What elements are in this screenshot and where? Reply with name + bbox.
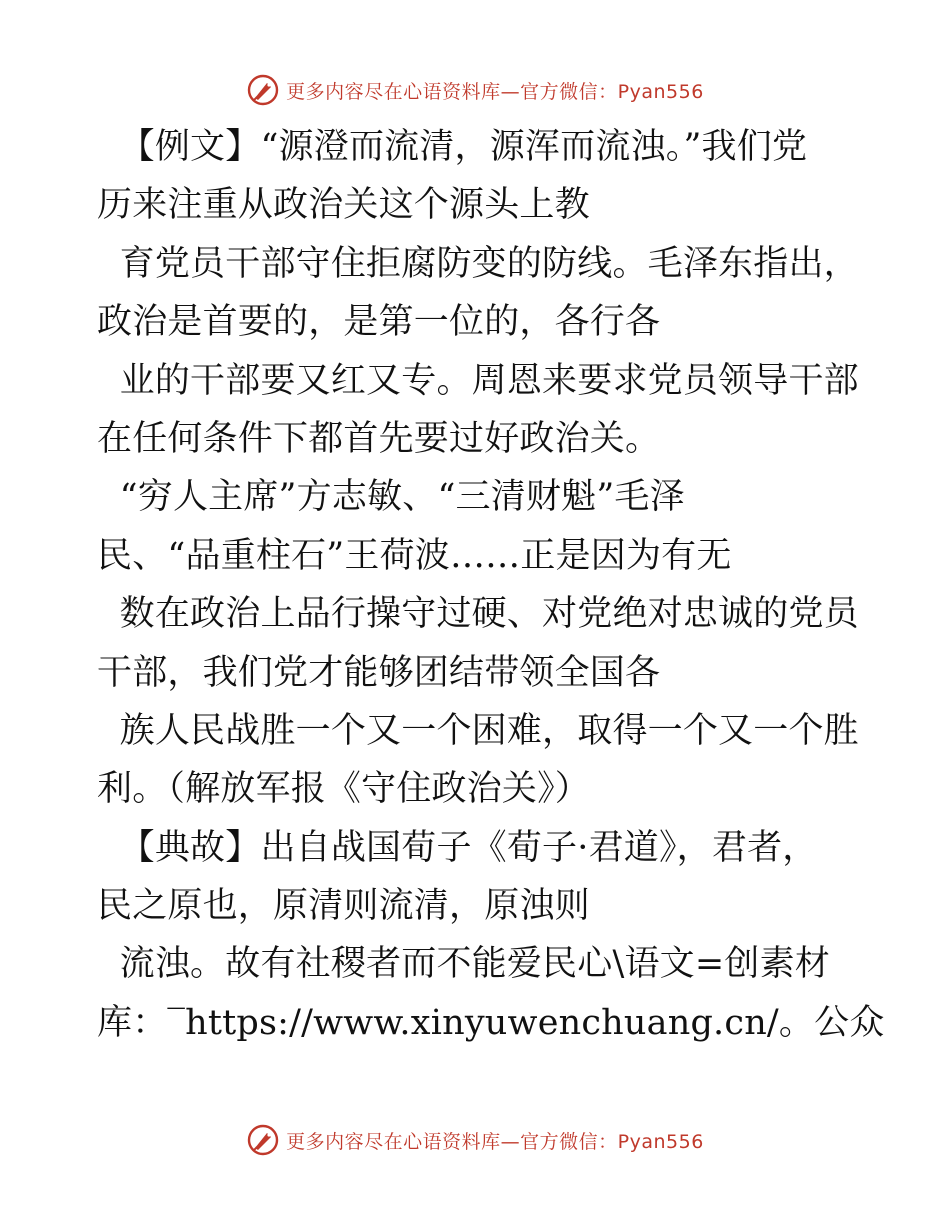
text-line: 库：‾https://www.xinyuwenchuang.cn/。公众 [97, 1002, 885, 1043]
text-line: 干部，我们党才能够团结带领全国各 [97, 652, 661, 693]
text-line: 【例文】“源澄而流清，源浑而流浊。”我们党 [97, 127, 808, 167]
text-line: 历来注重从政治关这个源头上教 [97, 185, 590, 226]
text-line: 民、“品重柱石”王荷波……正是因为有无 [97, 535, 732, 576]
text-line: 【典故】出自战国荀子《荀子·君道》，君者， [97, 827, 818, 868]
text-line: 数在政治上品行操守过硬、对党绝对忠诚的党员 [97, 594, 859, 635]
footer-watermark [0, 1120, 950, 1160]
header-watermark [0, 70, 950, 110]
text-line: 政治是首要的，是第一位的，各行各 [97, 302, 661, 343]
pen-nib-logo-icon [246, 1123, 280, 1157]
text-line: 民之原也，原清则流清，原浊则 [97, 886, 590, 927]
text-line: 业的干部要又红又专。周恩来要求党员领导干部 [97, 360, 859, 401]
text-line: “穷人主席”方志敏、“三清财魁”毛泽 [97, 477, 685, 518]
watermark-text: 更多内容尽在心语资料库—官方微信：Pyan556 [286, 1130, 704, 1153]
text-line: 育党员干部守住拒腐防变的防线。毛泽东指出， [97, 243, 859, 284]
document-body [97, 118, 887, 1052]
text-line: 利。（解放军报《守住政治关》） [97, 769, 591, 810]
text-line: 族人民战胜一个又一个困难，取得一个又一个胜 [97, 710, 859, 751]
watermark-text: 更多内容尽在心语资料库—官方微信：Pyan556 [286, 80, 704, 103]
text-line: 在任何条件下都首先要过好政治关。 [97, 418, 661, 459]
pen-nib-logo-icon [246, 73, 280, 107]
text-line: 流浊。故有社稷者而不能爱民心\语文=创素材 [97, 944, 830, 985]
